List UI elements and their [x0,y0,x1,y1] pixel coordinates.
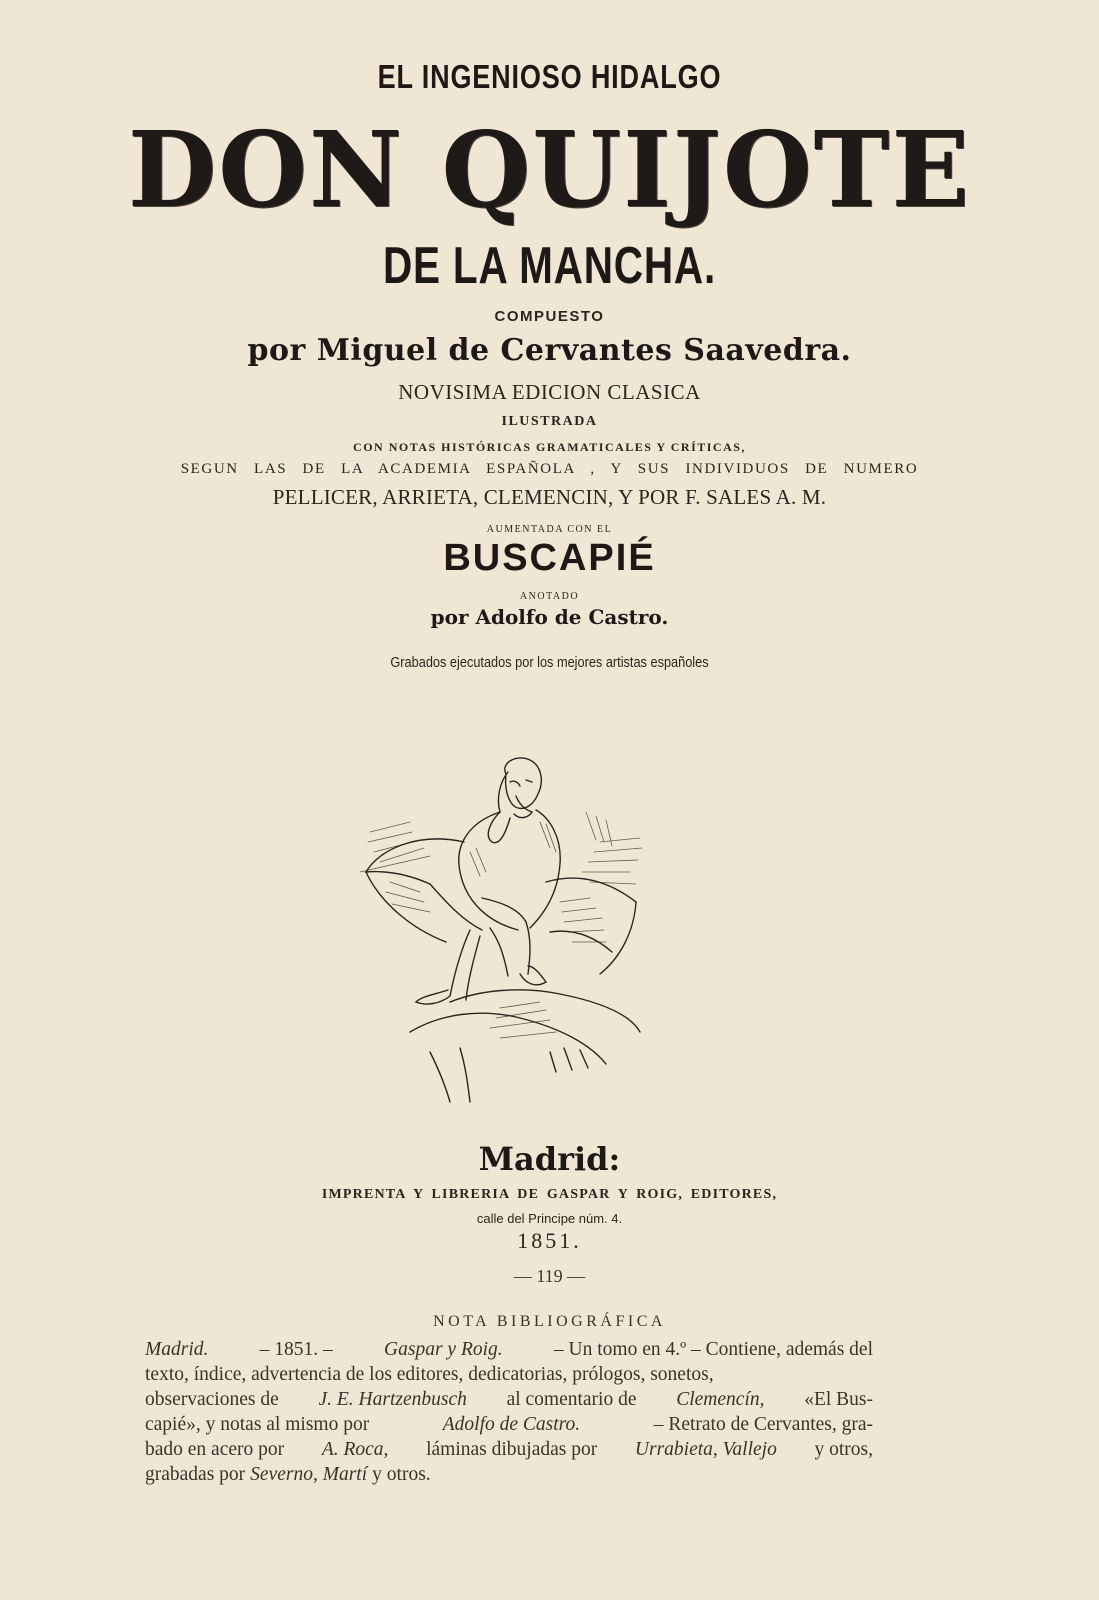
nota-text-run: – Un tomo en 4.º – Contiene, además del [553,1339,873,1360]
nota-text-run: observaciones de [145,1389,279,1410]
printer-line: IMPRENTA Y LIBRERIA DE GASPAR Y ROIG, EDITORES, [321,1187,778,1202]
nota-line [145,1362,873,1387]
nota-text-run: y otros, [814,1439,873,1460]
nota-italic-run: Adolfo de Castro. [442,1414,581,1435]
nota-text-run: al comentario de [506,1389,637,1410]
nota-paragraph [145,1337,873,1487]
aumentada-line: AUMENTADA CON EL [486,524,613,535]
annotator-line: por Adolfo de Castro. [430,605,669,629]
compuesto-label: COMPUESTO [494,308,605,325]
nota-line [145,1462,873,1487]
nota-text-run: grabadas por [145,1464,246,1485]
title-line-3: DE LA MANCHA. [382,237,717,295]
city-line: Madrid: [478,1140,621,1178]
nota-text-run: y otros. [372,1464,431,1485]
main-title: DON QUIJOTE [127,108,972,231]
segun-line: SEGUN LAS DE LA ACADEMIA ESPAÑOLA , Y SUS INDIVIDUOS DE NUMERO [180,461,919,477]
nota-line [145,1437,873,1462]
nota-text-run: láminas dibujadas por [426,1439,598,1460]
ilustrada-line: ILUSTRADA [501,414,598,429]
notas-line: CON NOTAS HISTÓRICAS GRAMATICALES Y CRÍTICAS, [353,440,746,454]
nota-italic-run: Gaspar y Roig. [384,1339,503,1360]
year-line: 1851. [517,1228,582,1253]
nota-text-run: – 1851. – [259,1339,333,1360]
nota-italic-run: Urrabieta, Vallejo [634,1439,777,1460]
nota-line [145,1412,873,1437]
author-line: por Miguel de Cervantes Saavedra. [247,333,852,368]
nota-italic-run: Severno, Martí [250,1464,368,1485]
nota-text-run: bado en acero por [145,1439,285,1460]
nota-text-run: texto, índice, advertencia de los editores, dedicatorias, prólogos, sonetos, [145,1364,714,1385]
nota-line [145,1337,873,1362]
nota-text-run: – Retrato de Cervantes, gra- [653,1414,873,1435]
nota-italic-run: A. Roca, [321,1439,389,1460]
nota-italic-run: Madrid. [145,1339,209,1360]
nota-heading: NOTA BIBLIOGRÁFICA [433,1313,666,1330]
nota-text-run: capié», y notas al mismo por [145,1414,370,1435]
page-number: — 119 — [513,1266,586,1286]
anotado-line: ANOTADO [519,591,580,602]
commentators-line: PELLICER, ARRIETA, CLEMENCIN, Y POR F. SALES A. M. [272,485,827,509]
don-quijote-engraving [350,752,650,1104]
nota-text-run: «El Bus- [804,1389,873,1410]
nota-line [145,1387,873,1412]
nota-italic-run: Clemencín, [676,1389,765,1410]
address-line: calle del Principe núm. 4. [476,1211,623,1226]
nota-italic-run: J. E. Hartzenbusch [318,1389,467,1410]
engravings-line: Grabados ejecutados por los mejores artistas españoles [390,654,709,671]
buscapie-title: BUSCAPIÉ [443,537,656,579]
title-line-1: EL INGENIOSO HIDALGO [377,58,722,95]
edition-line: NOVISIMA EDICION CLASICA [398,380,701,404]
